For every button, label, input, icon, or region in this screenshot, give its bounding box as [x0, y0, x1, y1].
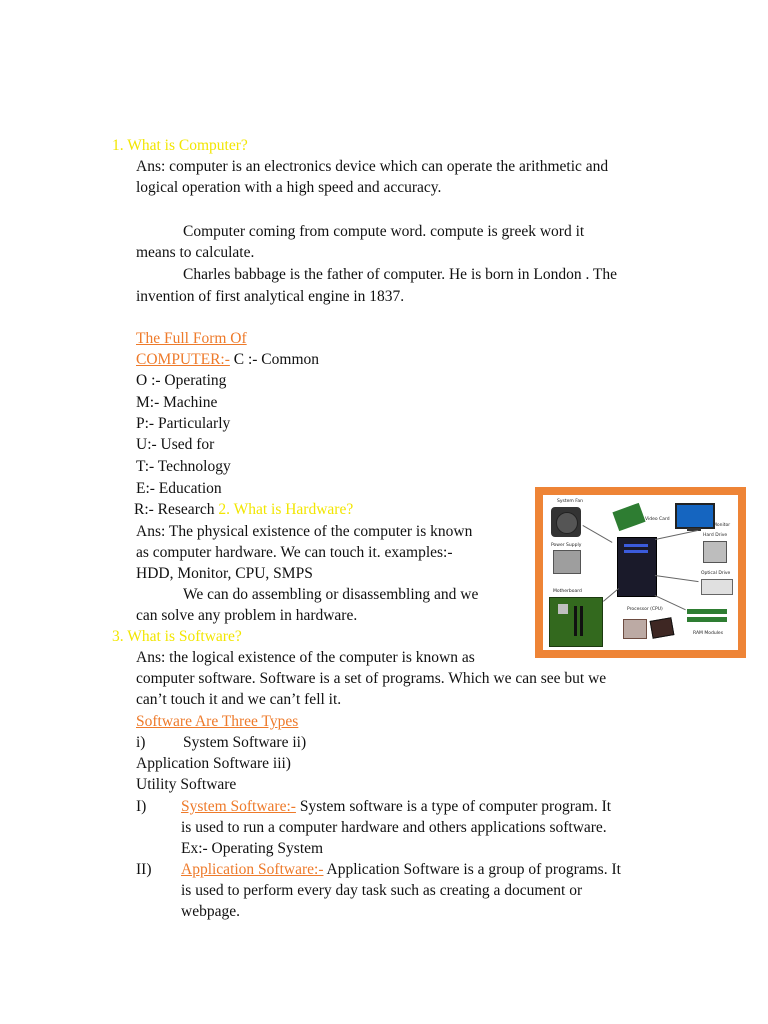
q1-paragraph-line: means to calculate.: [136, 244, 255, 261]
q1-answer-line: Ans: computer is an electronics device which can operate the arithmetic and: [136, 158, 609, 175]
system-software-line: [181, 797, 611, 817]
system-software-line: Ex:- Operating System: [181, 840, 324, 857]
q2-answer-line: Ans: The physical existence of the computer is known: [136, 523, 473, 540]
q1-paragraph-line: Computer coming from compute word. compute is greek word it: [183, 223, 585, 240]
application-software-line: webpage.: [181, 903, 240, 920]
system-software-text: System software is a type of computer program. It: [295, 798, 612, 815]
ram-module-picture: [687, 617, 727, 622]
video-card-picture: [612, 503, 645, 531]
system-software-label: System Software:-: [181, 798, 296, 815]
video-card-label: Video Card: [645, 517, 670, 522]
power-supply-label: Power Supply: [551, 543, 582, 548]
q2-paragraph-line: We can do assembling or disassembling and we: [183, 586, 479, 603]
full-form-item: P:- Particularly: [136, 415, 231, 432]
software-types-number: i): [136, 734, 146, 751]
q3-answer-line: computer software. Software is a set of programs. Which we can see but we: [136, 670, 607, 687]
processor-label: Processor (CPU): [627, 607, 663, 612]
optical-drive-label: Optical Drive: [701, 571, 731, 576]
software-types-line: Utility Software: [136, 776, 237, 793]
q1-paragraph-line: Charles babbage is the father of computer. He is born in London . The: [183, 266, 618, 283]
processor-chip-picture: [650, 617, 675, 639]
motherboard-label: Motherboard: [553, 589, 582, 594]
q3-answer-line: Ans: the logical existence of the computer is known as: [136, 649, 475, 666]
full-form-c-line: [136, 350, 319, 370]
application-software-text: Application Software is a group of programs. It: [323, 861, 621, 878]
q2-heading: 2. What is Hardware?: [218, 501, 354, 518]
computer-case-picture: [617, 537, 657, 597]
software-types-heading: Software Are Three Types: [136, 713, 299, 730]
q2-answer-line: as computer hardware. We can touch it. examples:-: [136, 544, 453, 561]
full-form-item: E:- Education: [136, 480, 222, 497]
q3-heading: 3. What is Software?: [112, 628, 242, 645]
q1-answer-line: logical operation with a high speed and accuracy.: [136, 179, 442, 196]
hardware-figure-canvas: [543, 495, 738, 650]
power-supply-picture: [553, 550, 581, 574]
hard-drive-label: Hard Drive: [703, 533, 728, 538]
motherboard-picture: [549, 597, 603, 647]
q1-paragraph-line: invention of first analytical engine in 1837.: [136, 288, 405, 305]
full-form-heading: The Full Form Of: [136, 330, 247, 347]
connector-arrow: [583, 525, 613, 543]
full-form-heading-word: COMPUTER:-: [136, 351, 230, 368]
q2-paragraph-line: can solve any problem in hardware.: [136, 607, 358, 624]
system-fan-label: System Fan: [557, 499, 583, 504]
hardware-figure: [535, 487, 746, 658]
application-software-line: is used to perform every day task such as creating a document or: [181, 882, 583, 899]
optical-drive-picture: [701, 579, 733, 595]
full-form-item: T:- Technology: [136, 458, 231, 475]
application-software-line: [181, 860, 621, 880]
system-software-line: is used to run a computer hardware and others applications software.: [181, 819, 607, 836]
full-form-item: U:- Used for: [136, 436, 215, 453]
q2-answer-line: HDD, Monitor, CPU, SMPS: [136, 565, 313, 582]
software-types-line: Application Software iii): [136, 755, 291, 772]
full-form-r-line: [134, 500, 353, 520]
ram-modules-label: RAM Modules: [693, 631, 724, 636]
full-form-item: M:- Machine: [136, 394, 218, 411]
connector-arrow: [655, 575, 699, 582]
q1-heading: 1. What is Computer?: [112, 137, 248, 154]
system-software-number: I): [136, 798, 147, 815]
hard-drive-picture: [703, 541, 727, 563]
full-form-item: C :- Common: [229, 351, 320, 368]
full-form-item: R:- Research: [134, 501, 219, 518]
application-software-label: Application Software:-: [181, 861, 324, 878]
full-form-item: O :- Operating: [136, 372, 227, 389]
q3-answer-line: can’t touch it and we can’t fell it.: [136, 691, 342, 708]
processor-picture: [623, 619, 647, 639]
monitor-label: Monitor: [713, 523, 731, 528]
ram-module-picture: [687, 609, 727, 614]
software-types-line: System Software ii): [183, 734, 307, 751]
connector-arrow: [655, 530, 698, 540]
monitor-picture: [675, 503, 715, 529]
application-software-number: II): [136, 861, 152, 878]
system-fan-picture: [551, 507, 581, 537]
